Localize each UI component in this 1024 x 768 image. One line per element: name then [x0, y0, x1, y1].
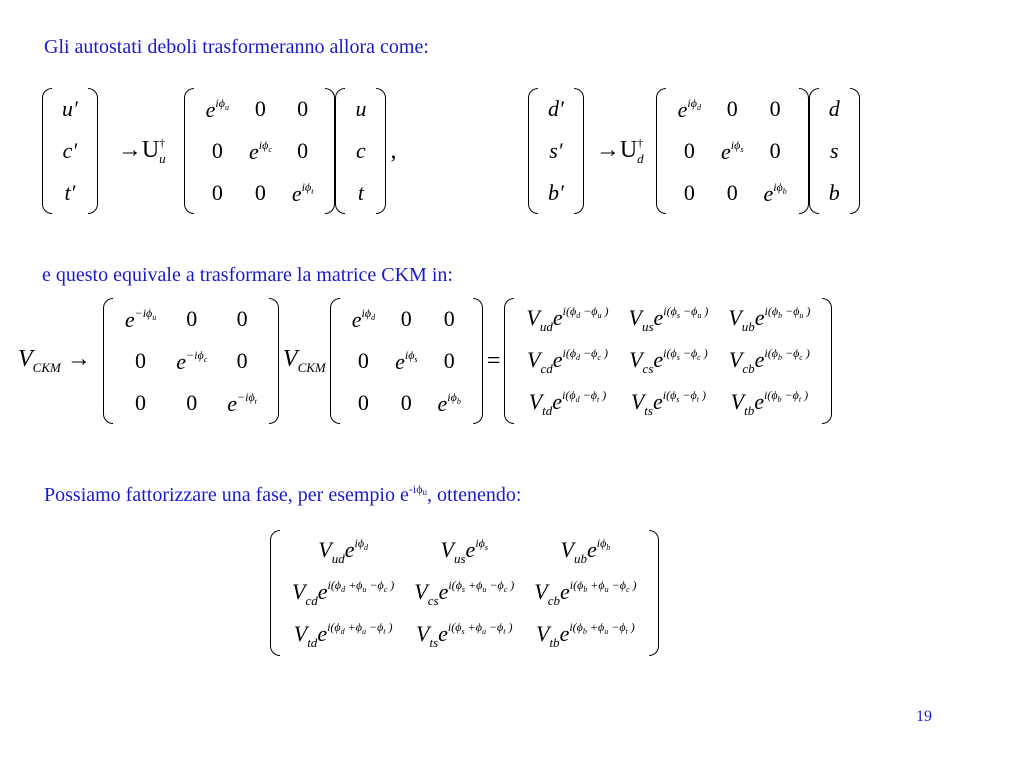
factored-element-1-0: $V_{cd}e^{i(\phi_d +\phi_u -\phi_c )}$: [292, 577, 395, 608]
factored-ckm-matrix: [270, 530, 659, 656]
down-phase-2: $e^{i\phi_b}$: [763, 179, 787, 206]
down-primed-0: d′: [548, 96, 564, 121]
ckm-right-phase-0: $e^{i\phi_d}$: [351, 305, 376, 332]
ckm-result-element-2-1: $V_{ts}e^{i(\phi_s -\phi_t )}$: [630, 387, 706, 418]
ckm-left-zero: 0: [186, 306, 198, 331]
ckm-result-element-1-1: $V_{cs}e^{i(\phi_s -\phi_c )}$: [629, 345, 708, 376]
page-number: 19: [916, 708, 932, 725]
up-zero: 0: [254, 180, 266, 205]
ckm-intro-text: e questo equivale a trasformare la matrice CKM in:: [42, 264, 453, 286]
down-phase-0: $e^{i\phi_d}$: [677, 95, 701, 122]
ckm-result-element-0-0: $V_{ud}e^{i(\phi_d -\phi_u )}$: [526, 303, 609, 334]
ckm-right-zero: 0: [400, 306, 412, 331]
ckm-result-element-1-2: $V_{cb}e^{i(\phi_b -\phi_c )}$: [728, 345, 810, 376]
ckm-result-element-2-2: $V_{tb}e^{i(\phi_b -\phi_t )}$: [730, 387, 809, 418]
up-phase-matrix: [184, 88, 336, 214]
intro-text: Gli autostati deboli trasformeranno allora come:: [44, 36, 429, 58]
ckm-left-zero: 0: [135, 348, 147, 373]
equals-sign: =: [486, 347, 501, 374]
up-phase-2: $e^{i\phi_t}$: [291, 179, 314, 206]
down-zero: 0: [683, 138, 695, 163]
factored-element-0-1: $V_{us}e^{i\phi_s}$: [440, 535, 488, 566]
factored-element-2-1: $V_{ts}e^{i(\phi_s +\phi_u -\phi_t )}$: [416, 619, 513, 650]
up-zero: 0: [211, 180, 223, 205]
up-primed-2: t′: [64, 180, 76, 205]
up-primed-1: c′: [62, 138, 78, 163]
ckm-right-zero: 0: [400, 390, 412, 415]
ckm-result-element-0-1: $V_{us}e^{i(\phi_s -\phi_u )}$: [628, 303, 709, 334]
ckm-left-zero: 0: [186, 390, 198, 415]
factor-intro-text: Possiamo fattorizzare una fase, per esempio $e^{-i\phi u}$, ottenendo:: [44, 482, 522, 506]
factored-element-0-0: $V_{ud}e^{i\phi_d}$: [318, 535, 369, 566]
up-operator: $\to U^\dagger_u$: [117, 135, 166, 166]
factored-ckm: [270, 530, 659, 656]
up-quark-transformation: [42, 88, 400, 214]
down-vector: [809, 88, 860, 214]
down-zero: 0: [726, 180, 738, 205]
down-zero: 0: [683, 180, 695, 205]
up-primed-vector: [42, 88, 98, 214]
ckm-right-phase-1: $e^{i\phi_s}$: [395, 347, 418, 374]
ckm-right-zero: 0: [443, 306, 455, 331]
ckm-middle: $V_{CKM}$: [282, 346, 326, 375]
down-zero: 0: [726, 96, 738, 121]
down-zero: 0: [769, 138, 781, 163]
up-field-0: u: [355, 96, 367, 121]
down-phase-matrix: [656, 88, 809, 214]
ckm-left-phase-2: $e^{-i\phi_t}$: [227, 389, 257, 416]
ckm-left-zero: 0: [236, 306, 248, 331]
down-field-1: s: [829, 138, 839, 163]
up-zero: 0: [297, 96, 309, 121]
down-primed-vector: [528, 88, 584, 214]
ckm-transformation: [14, 298, 832, 424]
ckm-result-element-0-2: $V_{ub}e^{i(\phi_b -\phi_u )}$: [728, 303, 811, 334]
down-operator: $\to U^\dagger_d$: [595, 135, 644, 166]
down-primed-1: s′: [549, 138, 563, 163]
ckm-left-phase-1: $e^{-i\phi_c}$: [176, 347, 208, 374]
factored-element-2-2: $V_{tb}e^{i(\phi_b +\phi_u -\phi_t )}$: [535, 619, 635, 650]
comma: ,: [390, 137, 397, 164]
ckm-right-zero: 0: [443, 348, 455, 373]
up-vector: [335, 88, 386, 214]
factored-element-1-1: $V_{cs}e^{i(\phi_s +\phi_u -\phi_c )}$: [414, 577, 515, 608]
ckm-left-zero: 0: [135, 390, 147, 415]
up-zero: 0: [254, 96, 266, 121]
down-primed-2: b′: [548, 180, 564, 205]
ckm-right-phase-matrix: [330, 298, 483, 424]
up-primed-0: u′: [62, 96, 78, 121]
ckm-result-element-2-0: $V_{td}e^{i(\phi_d -\phi_t )}$: [528, 387, 607, 418]
down-zero: 0: [769, 96, 781, 121]
ckm-left-phase-0: $e^{-i\phi_u}$: [124, 305, 157, 332]
down-phase-1: $e^{i\phi_s}$: [720, 137, 744, 164]
factored-element-1-2: $V_{cb}e^{i(\phi_b +\phi_u -\phi_c )}$: [534, 577, 637, 608]
up-zero: 0: [211, 138, 223, 163]
up-zero: 0: [297, 138, 309, 163]
down-field-2: b: [828, 180, 840, 205]
down-quark-transformation: [528, 88, 860, 214]
factored-element-0-2: $V_{ub}e^{i\phi_b}$: [560, 535, 611, 566]
up-phase-1: $e^{i\phi_c}$: [248, 137, 272, 164]
ckm-right-zero: 0: [357, 348, 369, 373]
ckm-result-element-1-0: $V_{cd}e^{i(\phi_d -\phi_c )}$: [526, 345, 608, 376]
up-phase-0: $e^{i\phi_u}$: [205, 95, 229, 122]
ckm-lhs: $V_{CKM}$ →: [18, 346, 91, 375]
up-field-1: c: [356, 138, 366, 163]
ckm-right-zero: 0: [357, 390, 369, 415]
ckm-result-matrix: [504, 298, 832, 424]
ckm-left-zero: 0: [236, 348, 248, 373]
ckm-left-phase-matrix: [103, 298, 279, 424]
up-field-2: t: [357, 180, 364, 205]
factored-element-2-0: $V_{td}e^{i(\phi_d +\phi_u -\phi_t )}$: [293, 619, 393, 650]
ckm-right-phase-2: $e^{i\phi_b}$: [437, 389, 461, 416]
down-field-0: d: [828, 96, 840, 121]
